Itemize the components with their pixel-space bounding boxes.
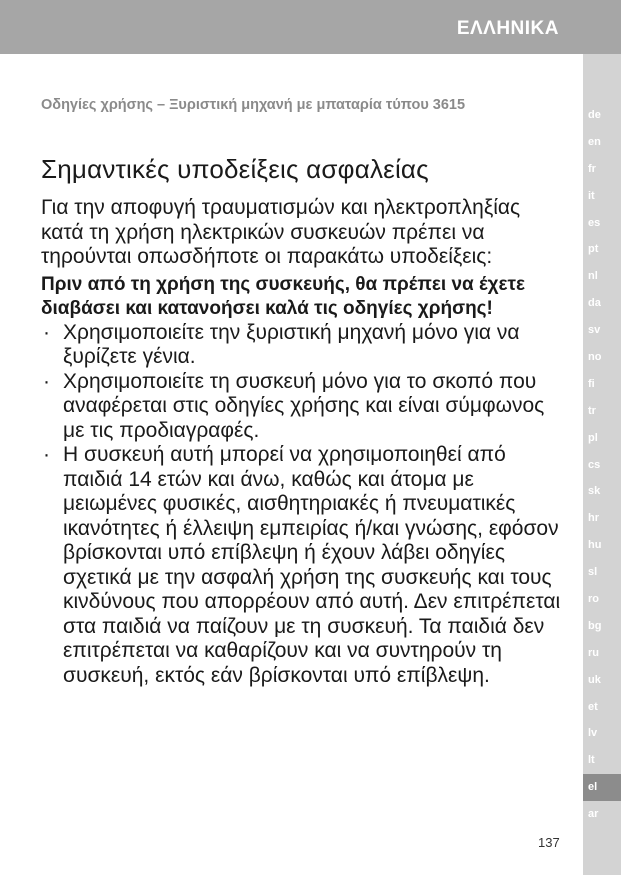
list-item: · Η συσκευή αυτή μπορεί να χρησιμοποιηθεί από παιδιά 14 ετών και άνω, καθώς και άτομα με μειωμένες φυσικές, αισθητηριακές ή πνευματικές ικανότητες ή έλλειψη εμπειρίας ή/και γνώσης, εφόσον βρίσκονται υπό επίβλεψη ή έχουν λάβει οδηγίες σχετικά με την ασφαλή χρήση της συσκευής και τους κινδύνους που απορρέουν από αυτή. Δεν επιτρέπεται στα παιδιά να παίζουν με τη συσκευή. Τα παιδιά δεν επιτρέπεται να καθαρίζουν και να συντηρούν τη συσκευή, εκτός εάν βρίσκονται υπό επίβλεψη. — [43, 443, 561, 687]
header-bar — [0, 0, 621, 54]
language-item-fi[interactable]: fi — [588, 377, 595, 390]
language-item-et[interactable]: et — [588, 700, 598, 713]
page-number: 137 — [538, 835, 560, 850]
language-item-el[interactable]: el — [583, 774, 621, 801]
warning-paragraph: Πριν από τη χρήση της συσκευής, θα πρέπει να έχετε διαβάσει και κατανοήσει καλά τις οδηγίες χρήσης! — [41, 273, 526, 319]
safety-bullet-list — [41, 321, 561, 689]
language-item-hu[interactable]: hu — [588, 539, 602, 552]
language-item-es[interactable]: es — [588, 216, 601, 229]
language-item-de[interactable]: de — [588, 109, 601, 121]
language-item-ro[interactable]: ro — [588, 593, 599, 606]
content-body — [41, 196, 561, 688]
language-list — [583, 102, 621, 828]
language-item-ar[interactable]: ar — [588, 808, 599, 821]
intro-paragraph: Για την αποφυγή τραυματισμών και ηλεκτροπληξίας κατά τη χρήση ηλεκτρικών συσκευών πρέπει να τηρούνται οπωσδήποτε οι παρακάτω υποδείξεις: — [41, 196, 521, 268]
language-item-lt[interactable]: lt — [588, 754, 595, 767]
language-item-lv[interactable]: lv — [588, 727, 598, 740]
language-item-sv[interactable]: sv — [588, 324, 601, 337]
language-item-pl[interactable]: pl — [588, 431, 598, 444]
language-item-hr[interactable]: hr — [588, 512, 599, 525]
language-item-sk[interactable]: sk — [588, 485, 601, 498]
language-item-cs[interactable]: cs — [588, 458, 601, 471]
list-item: · Χρησιμοποιείτε την ξυριστική μηχανή μόνο για να ξυρίζετε γένια. — [43, 320, 520, 368]
language-item-no[interactable]: no — [588, 351, 602, 364]
document-subtitle: Οδηγίες χρήσης – Ξυριστική μηχανή με μπαταρία τύπου 3615 — [41, 97, 466, 113]
bullet-icon: · — [43, 443, 50, 466]
header-language-label: ΕΛΛΗΝΙΚΑ — [456, 18, 559, 39]
language-item-en[interactable]: en — [588, 135, 601, 148]
section-title: Σημαντικές υποδείξεις ασφαλείας — [41, 154, 429, 184]
language-item-fr[interactable]: fr — [588, 162, 596, 175]
list-item: · Χρησιμοποιείτε τη συσκευή μόνο για το σκοπό που αναφέρεται στις οδηγίες χρήσης και είναι σύμφωνος με τις προδιαγραφές. — [43, 369, 545, 442]
language-item-bg[interactable]: bg — [588, 619, 602, 632]
bullet-icon: · — [43, 320, 50, 344]
language-item-sl[interactable]: sl — [588, 566, 598, 579]
language-item-ru[interactable]: ru — [588, 646, 599, 659]
language-item-it[interactable]: it — [588, 189, 595, 202]
language-item-tr[interactable]: tr — [588, 404, 596, 417]
language-item-uk[interactable]: uk — [588, 673, 601, 686]
language-item-nl[interactable]: nl — [588, 270, 598, 283]
language-item-da[interactable]: da — [588, 297, 601, 310]
language-item-pt[interactable]: pt — [588, 243, 599, 256]
bullet-icon: · — [43, 369, 50, 393]
